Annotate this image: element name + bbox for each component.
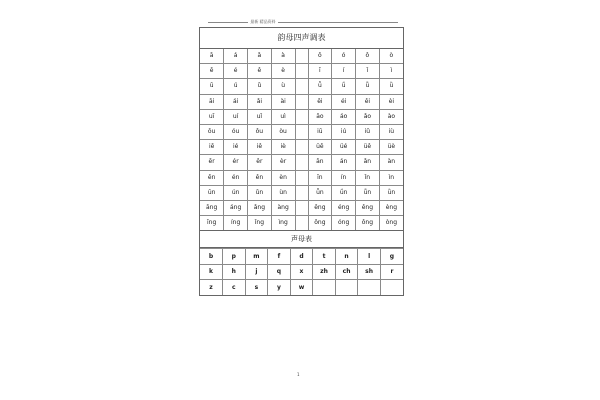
initials-cell: t (313, 249, 336, 265)
initials-cell: f (268, 249, 291, 265)
finals-cell: ào (379, 109, 403, 124)
initials-cell: n (335, 249, 358, 265)
initials-cell: b (200, 249, 223, 265)
finals-cell: ǐng (248, 216, 272, 231)
finals-row (200, 94, 403, 109)
finals-cell: ē (200, 64, 224, 79)
finals-row (200, 185, 403, 200)
finals-cell: èr (271, 155, 295, 170)
finals-gap-cell (295, 170, 308, 185)
finals-cell: ùn (271, 185, 295, 200)
finals-cell: iě (248, 140, 272, 155)
finals-cell: ěi (356, 94, 380, 109)
finals-cell: iū (308, 124, 332, 139)
finals-cell: ūn (200, 185, 224, 200)
finals-cell: éi (332, 94, 356, 109)
initials-cell (380, 280, 403, 295)
finals-cell: ó (332, 49, 356, 64)
finals-cell: iē (200, 140, 224, 155)
initials-cell: x (290, 264, 313, 280)
finals-cell: ǒ (356, 49, 380, 64)
finals-gap-cell (295, 155, 308, 170)
finals-cell: ǔ (248, 79, 272, 94)
finals-cell: ō (308, 49, 332, 64)
finals-cell: èng (379, 200, 403, 215)
finals-cell: ǜ (379, 79, 403, 94)
finals-cell: ìng (271, 216, 295, 231)
finals-cell: ǐ (356, 64, 380, 79)
finals-cell: ǔn (248, 185, 272, 200)
initials-cell: s (245, 280, 268, 295)
finals-cell: iù (379, 124, 403, 139)
initials-cell: ch (335, 264, 358, 280)
finals-cell: ā (200, 49, 224, 64)
header-rule-left (208, 22, 248, 23)
finals-cell: àng (271, 200, 295, 215)
finals-cell: ěng (356, 200, 380, 215)
finals-gap-cell (295, 79, 308, 94)
initials-cell: j (245, 264, 268, 280)
initials-cell: sh (358, 264, 381, 280)
initials-cell: q (268, 264, 291, 280)
finals-cell: āo (308, 109, 332, 124)
finals-cell: à (271, 49, 295, 64)
pinyin-sheet (199, 27, 404, 296)
initials-cell: zh (313, 264, 336, 280)
finals-gap-cell (295, 109, 308, 124)
initials-cell: d (290, 249, 313, 265)
finals-cell: uǐ (248, 109, 272, 124)
initials-cell: c (223, 280, 246, 295)
initials-cell: w (290, 280, 313, 295)
initials-cell (335, 280, 358, 295)
finals-cell: üē (308, 140, 332, 155)
finals-gap-cell (295, 49, 308, 64)
finals-cell: ún (224, 185, 248, 200)
finals-cell: ú (224, 79, 248, 94)
finals-row (200, 124, 403, 139)
finals-cell: óu (224, 124, 248, 139)
finals-gap-cell (295, 140, 308, 155)
initials-table-title: 声母表 (200, 230, 403, 248)
finals-cell: ì (379, 64, 403, 79)
finals-row (200, 109, 403, 124)
finals-cell: ǘn (332, 185, 356, 200)
initials-cell: l (358, 249, 381, 265)
finals-cell: ǚ (356, 79, 380, 94)
finals-cell: ù (271, 79, 295, 94)
finals-row (200, 49, 403, 64)
finals-table-title: 韵母四声调表 (200, 28, 403, 49)
finals-cell: èn (271, 170, 295, 185)
finals-row (200, 155, 403, 170)
finals-cell: ēng (308, 200, 332, 215)
initials-cell: r (380, 264, 403, 280)
initials-row (200, 280, 403, 295)
finals-cell: uì (271, 109, 295, 124)
finals-cell: én (224, 170, 248, 185)
header-text: 最新 精品资料 (250, 19, 276, 24)
header-rule-right (278, 22, 398, 23)
finals-cell: óng (332, 216, 356, 231)
finals-cell: ǘ (332, 79, 356, 94)
finals-cell: è (271, 64, 295, 79)
finals-row (200, 170, 403, 185)
finals-cell: ǜn (379, 185, 403, 200)
initials-row (200, 249, 403, 265)
finals-cell: ǎo (356, 109, 380, 124)
finals-cell: áo (332, 109, 356, 124)
finals-cell: áng (224, 200, 248, 215)
finals-cell: ǎn (356, 155, 380, 170)
finals-cell: ǎi (248, 94, 272, 109)
finals-cell: ě (248, 64, 272, 79)
finals-row (200, 200, 403, 215)
initials-row (200, 264, 403, 280)
finals-cell: iè (271, 140, 295, 155)
initials-cell (313, 280, 336, 295)
initials-cell: p (223, 249, 246, 265)
finals-cell: üé (332, 140, 356, 155)
finals-cell: ěr (248, 155, 272, 170)
finals-gap-cell (295, 200, 308, 215)
finals-cell: í (332, 64, 356, 79)
finals-cell: āi (200, 94, 224, 109)
finals-cell: éng (332, 200, 356, 215)
finals-gap-cell (295, 216, 308, 231)
finals-cell: án (332, 155, 356, 170)
finals-gap-cell (295, 64, 308, 79)
finals-cell: é (224, 64, 248, 79)
finals-cell: ēn (200, 170, 224, 185)
initials-cell: g (380, 249, 403, 265)
initials-cell: z (200, 280, 223, 295)
finals-cell: òng (379, 216, 403, 231)
finals-cell: ǎ (248, 49, 272, 64)
finals-gap-cell (295, 185, 308, 200)
finals-cell: īn (308, 170, 332, 185)
finals-cell: àn (379, 155, 403, 170)
finals-cell: āng (200, 200, 224, 215)
page-number: 1 (297, 372, 300, 377)
finals-cell: èi (379, 94, 403, 109)
finals-table (200, 49, 403, 230)
finals-cell: ǖ (308, 79, 332, 94)
finals-cell: ò (379, 49, 403, 64)
finals-cell: ái (224, 94, 248, 109)
finals-cell: ū (200, 79, 224, 94)
finals-cell: íng (224, 216, 248, 231)
finals-cell: ǒu (248, 124, 272, 139)
finals-cell: ōng (308, 216, 332, 231)
initials-cell: m (245, 249, 268, 265)
initials-cell (358, 280, 381, 295)
finals-cell: ēi (308, 94, 332, 109)
finals-cell: ēr (200, 155, 224, 170)
page-header (208, 18, 398, 26)
finals-cell: ěn (248, 170, 272, 185)
finals-cell: ìn (379, 170, 403, 185)
initials-table (200, 248, 403, 295)
finals-row (200, 64, 403, 79)
initials-cell: y (268, 280, 291, 295)
finals-cell: ǎng (248, 200, 272, 215)
finals-cell: iú (332, 124, 356, 139)
finals-cell: ān (308, 155, 332, 170)
finals-row (200, 216, 403, 231)
finals-cell: ǚn (356, 185, 380, 200)
finals-cell: á (224, 49, 248, 64)
finals-cell: ài (271, 94, 295, 109)
initials-cell: h (223, 264, 246, 280)
finals-cell: ǖn (308, 185, 332, 200)
finals-cell: īng (200, 216, 224, 231)
initials-cell: k (200, 264, 223, 280)
finals-cell: ǐn (356, 170, 380, 185)
finals-cell: ín (332, 170, 356, 185)
finals-row (200, 79, 403, 94)
finals-cell: ié (224, 140, 248, 155)
finals-cell: uí (224, 109, 248, 124)
finals-cell: iǔ (356, 124, 380, 139)
finals-cell: òu (271, 124, 295, 139)
finals-gap-cell (295, 124, 308, 139)
finals-cell: ér (224, 155, 248, 170)
finals-cell: ōu (200, 124, 224, 139)
finals-cell: üě (356, 140, 380, 155)
finals-cell: uī (200, 109, 224, 124)
finals-gap-cell (295, 94, 308, 109)
finals-cell: ī (308, 64, 332, 79)
finals-cell: üè (379, 140, 403, 155)
finals-cell: ǒng (356, 216, 380, 231)
finals-row (200, 140, 403, 155)
